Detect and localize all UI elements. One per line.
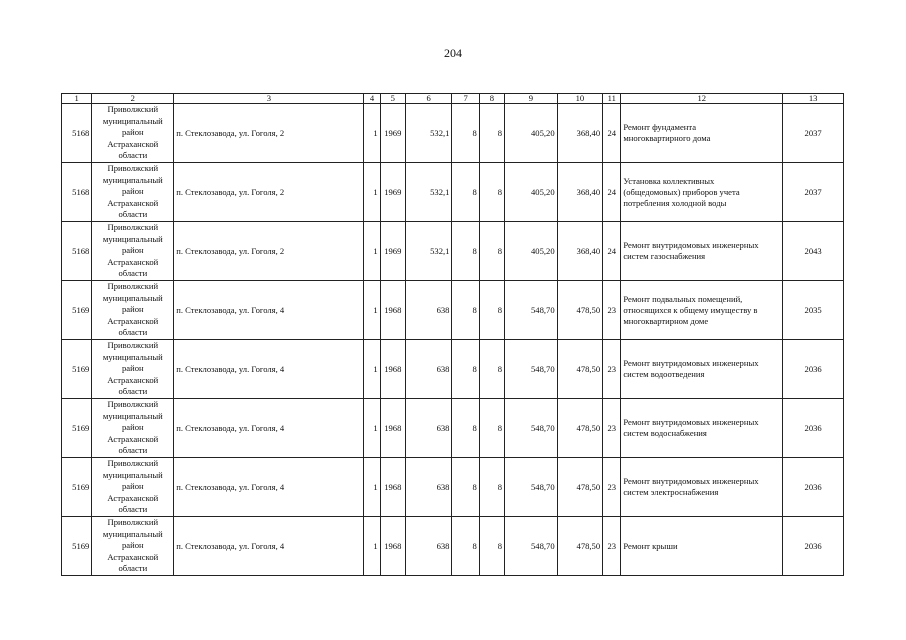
total-area-cell: 532,1	[405, 222, 452, 281]
column-4-cell: 1	[364, 281, 380, 340]
column-11-cell: 24	[603, 222, 621, 281]
plan-year-cell: 2037	[783, 163, 844, 222]
total-area-cell: 532,1	[405, 104, 452, 163]
work-type-line: систем газоснабжения	[623, 251, 706, 261]
table-row	[62, 399, 844, 458]
district-line: области	[118, 445, 148, 456]
house-id-cell: 5169	[62, 399, 92, 458]
table-row	[62, 104, 844, 163]
table-row	[62, 458, 844, 517]
district-cell	[92, 458, 174, 517]
build-year-cell: 1969	[380, 104, 405, 163]
column-8-cell: 8	[479, 163, 504, 222]
plan-year-cell: 2036	[783, 399, 844, 458]
column-9-cell: 548,70	[505, 458, 558, 517]
district-line: Приволжский	[107, 399, 159, 410]
total-area-cell: 638	[405, 517, 452, 576]
work-type-line: многоквартирного дома	[623, 133, 711, 143]
table-row	[62, 517, 844, 576]
plan-year-cell: 2043	[783, 222, 844, 281]
district-line: Приволжский	[107, 222, 159, 233]
build-year-cell: 1969	[380, 163, 405, 222]
column-4-cell: 1	[364, 104, 380, 163]
district-line: район	[122, 363, 144, 374]
column-8-cell: 8	[479, 281, 504, 340]
column-9-cell: 548,70	[505, 340, 558, 399]
table-row	[62, 340, 844, 399]
column-7-cell: 8	[452, 163, 479, 222]
district-cell	[92, 340, 174, 399]
column-9-cell: 405,20	[505, 222, 558, 281]
column-8-cell: 8	[479, 222, 504, 281]
house-id-cell: 5168	[62, 222, 92, 281]
build-year-cell: 1968	[380, 281, 405, 340]
district-line: области	[118, 150, 148, 161]
district-line: области	[118, 268, 148, 279]
district-line: район	[122, 127, 144, 138]
column-9-cell: 405,20	[505, 104, 558, 163]
district-line: район	[122, 186, 144, 197]
column-header-5: 5	[380, 94, 405, 104]
work-type-line: Ремонт внутридомовых инженерных	[623, 476, 759, 486]
column-11-cell: 23	[603, 458, 621, 517]
column-10-cell: 478,50	[557, 399, 603, 458]
work-type-cell	[621, 517, 783, 576]
house-id-cell: 5168	[62, 104, 92, 163]
district-line: муниципальный	[102, 351, 163, 362]
plan-year-cell: 2036	[783, 517, 844, 576]
district-line: Приволжский	[107, 458, 159, 469]
district-line: муниципальный	[102, 115, 163, 126]
column-10-cell: 478,50	[557, 340, 603, 399]
address-cell: п. Стеклозавода, ул. Гоголя, 4	[174, 281, 364, 340]
house-id-cell: 5169	[62, 517, 92, 576]
column-header-4: 4	[364, 94, 380, 104]
district-cell	[92, 517, 174, 576]
house-id-cell: 5169	[62, 340, 92, 399]
column-10-cell: 368,40	[557, 222, 603, 281]
work-type-cell	[621, 104, 783, 163]
district-line: Астраханской	[107, 433, 159, 444]
build-year-cell: 1968	[380, 517, 405, 576]
table-row	[62, 281, 844, 340]
work-type-cell	[621, 163, 783, 222]
district-line: Астраханской	[107, 315, 159, 326]
district-line: области	[118, 386, 148, 397]
district-line: муниципальный	[102, 233, 163, 244]
address-cell: п. Стеклозавода, ул. Гоголя, 4	[174, 458, 364, 517]
work-type-cell	[621, 281, 783, 340]
column-11-cell: 23	[603, 517, 621, 576]
district-line: Приволжский	[107, 517, 159, 528]
work-type-line: Ремонт внутридомовых инженерных	[623, 240, 759, 250]
header-row	[62, 94, 844, 104]
plan-year-cell: 2037	[783, 104, 844, 163]
column-10-cell: 478,50	[557, 517, 603, 576]
column-7-cell: 8	[452, 222, 479, 281]
column-9-cell: 548,70	[505, 281, 558, 340]
work-type-line: систем водоснабжения	[623, 428, 707, 438]
district-cell	[92, 222, 174, 281]
build-year-cell: 1968	[380, 340, 405, 399]
district-line: район	[122, 422, 144, 433]
work-type-line: систем водоотведения	[623, 369, 705, 379]
column-10-cell: 478,50	[557, 281, 603, 340]
column-header-13: 13	[783, 94, 844, 104]
work-type-cell	[621, 399, 783, 458]
district-line: Приволжский	[107, 281, 159, 292]
district-line: Приволжский	[107, 163, 159, 174]
district-line: район	[122, 481, 144, 492]
work-type-line: Установка коллективных	[623, 175, 715, 186]
work-type-line: систем электроснабжения	[623, 487, 719, 497]
column-header-9: 9	[505, 94, 558, 104]
column-10-cell: 368,40	[557, 163, 603, 222]
column-10-cell: 478,50	[557, 458, 603, 517]
column-8-cell: 8	[479, 340, 504, 399]
column-7-cell: 8	[452, 517, 479, 576]
house-id-cell: 5169	[62, 458, 92, 517]
column-header-8: 8	[479, 94, 504, 104]
work-type-line: (общедомовых) приборов учета	[623, 186, 740, 197]
address-cell: п. Стеклозавода, ул. Гоголя, 4	[174, 399, 364, 458]
total-area-cell: 638	[405, 340, 452, 399]
build-year-cell: 1969	[380, 222, 405, 281]
column-7-cell: 8	[452, 104, 479, 163]
total-area-cell: 638	[405, 281, 452, 340]
column-7-cell: 8	[452, 458, 479, 517]
column-7-cell: 8	[452, 399, 479, 458]
work-type-line: относящихся к общему имуществу в	[623, 304, 758, 315]
district-line: муниципальный	[102, 410, 163, 421]
work-type-line: Ремонт внутридомовых инженерных	[623, 417, 759, 427]
work-type-line: Ремонт внутридомовых инженерных	[623, 358, 759, 368]
district-line: области	[118, 504, 148, 515]
column-8-cell: 8	[479, 517, 504, 576]
column-11-cell: 24	[603, 104, 621, 163]
total-area-cell: 638	[405, 458, 452, 517]
column-4-cell: 1	[364, 340, 380, 399]
district-line: Приволжский	[107, 104, 159, 115]
plan-year-cell: 2035	[783, 281, 844, 340]
column-4-cell: 1	[364, 517, 380, 576]
district-line: Астраханской	[107, 492, 159, 503]
work-type-cell	[621, 458, 783, 517]
column-header-7: 7	[452, 94, 479, 104]
column-4-cell: 1	[364, 163, 380, 222]
column-9-cell: 405,20	[505, 163, 558, 222]
house-id-cell: 5168	[62, 163, 92, 222]
district-cell	[92, 281, 174, 340]
column-10-cell: 368,40	[557, 104, 603, 163]
column-4-cell: 1	[364, 399, 380, 458]
column-4-cell: 1	[364, 222, 380, 281]
address-cell: п. Стеклозавода, ул. Гоголя, 2	[174, 104, 364, 163]
table-row	[62, 222, 844, 281]
address-cell: п. Стеклозавода, ул. Гоголя, 4	[174, 340, 364, 399]
house-id-cell: 5169	[62, 281, 92, 340]
district-cell	[92, 163, 174, 222]
district-line: район	[122, 245, 144, 256]
total-area-cell: 532,1	[405, 163, 452, 222]
column-11-cell: 23	[603, 340, 621, 399]
column-header-3: 3	[174, 94, 364, 104]
table-body	[62, 104, 844, 576]
column-9-cell: 548,70	[505, 399, 558, 458]
work-type-line: потребления холодной воды	[623, 197, 727, 208]
capital-repair-table	[61, 93, 844, 576]
column-4-cell: 1	[364, 458, 380, 517]
column-header-1: 1	[62, 94, 92, 104]
column-header-12: 12	[621, 94, 783, 104]
page-number: 204	[444, 46, 462, 60]
district-line: Астраханской	[107, 138, 159, 149]
district-line: район	[122, 304, 144, 315]
plan-year-cell: 2036	[783, 458, 844, 517]
work-type-cell	[621, 340, 783, 399]
district-line: области	[118, 209, 148, 220]
build-year-cell: 1968	[380, 458, 405, 517]
district-line: муниципальный	[102, 469, 163, 480]
column-header-11: 11	[603, 94, 621, 104]
work-type-line: Ремонт крыши	[623, 540, 678, 551]
column-9-cell: 548,70	[505, 517, 558, 576]
district-line: район	[122, 540, 144, 551]
address-cell: п. Стеклозавода, ул. Гоголя, 2	[174, 222, 364, 281]
column-header-6: 6	[405, 94, 452, 104]
column-8-cell: 8	[479, 399, 504, 458]
column-8-cell: 8	[479, 458, 504, 517]
district-line: Астраханской	[107, 374, 159, 385]
column-11-cell: 23	[603, 281, 621, 340]
address-cell: п. Стеклозавода, ул. Гоголя, 4	[174, 517, 364, 576]
district-cell	[92, 104, 174, 163]
work-type-line: Ремонт подвальных помещений,	[623, 293, 743, 304]
column-11-cell: 24	[603, 163, 621, 222]
address-cell: п. Стеклозавода, ул. Гоголя, 2	[174, 163, 364, 222]
work-type-cell	[621, 222, 783, 281]
work-type-line: многоквартирном доме	[623, 315, 709, 326]
work-type-line: Ремонт фундамента	[623, 122, 697, 132]
district-line: Приволжский	[107, 340, 159, 351]
district-cell	[92, 399, 174, 458]
district-line: муниципальный	[102, 292, 163, 303]
column-header-10: 10	[557, 94, 603, 104]
district-line: Астраханской	[107, 197, 159, 208]
district-line: муниципальный	[102, 528, 163, 539]
column-7-cell: 8	[452, 340, 479, 399]
column-11-cell: 23	[603, 399, 621, 458]
district-line: Астраханской	[107, 551, 159, 562]
column-header-2: 2	[92, 94, 174, 104]
build-year-cell: 1968	[380, 399, 405, 458]
district-line: области	[118, 563, 148, 574]
district-line: Астраханской	[107, 256, 159, 267]
table-row	[62, 163, 844, 222]
total-area-cell: 638	[405, 399, 452, 458]
column-8-cell: 8	[479, 104, 504, 163]
district-line: области	[118, 327, 148, 338]
district-line: муниципальный	[102, 174, 163, 185]
plan-year-cell: 2036	[783, 340, 844, 399]
column-7-cell: 8	[452, 281, 479, 340]
